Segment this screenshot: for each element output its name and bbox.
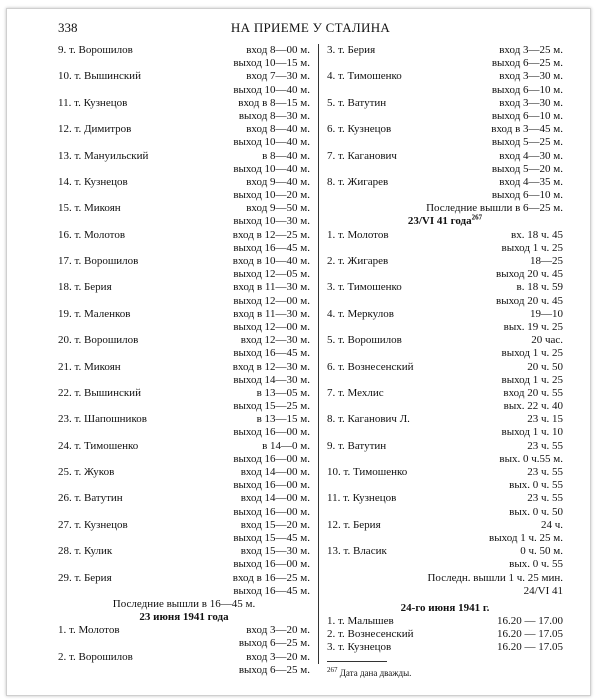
visit-time: выход 1 ч. 25 xyxy=(501,241,563,254)
visit-row xyxy=(327,347,563,360)
visitor-name: 3. т. Кузнецов xyxy=(327,641,392,654)
visit-row xyxy=(58,637,310,650)
visit-row xyxy=(327,519,563,532)
visit-time: вход 4—35 м. xyxy=(499,175,563,188)
visit-time: выход 12—00 м. xyxy=(233,320,310,333)
visit-row xyxy=(327,97,563,110)
visit-row xyxy=(327,440,563,453)
visit-row xyxy=(58,624,310,637)
visit-row xyxy=(327,321,563,334)
visit-time: выход 12—05 м. xyxy=(233,268,310,281)
visit-time: вход 3—30 м. xyxy=(499,70,563,83)
visit-row xyxy=(327,189,563,202)
visit-time: вход 12—30 м. xyxy=(240,334,310,347)
visit-time: выход 15—45 м. xyxy=(233,531,310,544)
visit-row xyxy=(327,641,563,654)
visit-row xyxy=(58,189,310,202)
visit-row xyxy=(58,466,310,479)
visit-row xyxy=(327,466,563,479)
visit-time: выход 10—20 м. xyxy=(233,189,310,202)
visit-row xyxy=(58,202,310,215)
visit-time: вход 8—40 м. xyxy=(246,123,310,136)
visit-row xyxy=(327,255,563,268)
visitor-name: 12. т. Берия xyxy=(327,518,381,531)
visit-row xyxy=(58,97,310,110)
visitor-name: 19. т. Маленков xyxy=(58,307,131,320)
visit-time: выход 16—00 м. xyxy=(233,452,310,465)
visitor-name: 3. т. Берия xyxy=(327,44,376,56)
visit-row xyxy=(58,400,310,413)
visitor-name: 8. т. Жигарев xyxy=(327,175,389,188)
right-column xyxy=(327,44,563,679)
visit-time: выход 1 ч. 25 м. xyxy=(489,531,563,544)
visit-time: выход 16—00 м. xyxy=(233,505,310,518)
visit-time: выход 10—15 м. xyxy=(233,57,310,70)
visit-time: в 14—0 м. xyxy=(262,439,310,452)
visit-row xyxy=(327,268,563,281)
visitor-name: 9. т. Ватутин xyxy=(327,439,387,452)
visit-time: 0 ч. 50 м. xyxy=(520,545,563,558)
visit-row xyxy=(327,400,563,413)
visit-time: вход 15—30 м. xyxy=(240,545,310,558)
visit-row xyxy=(327,413,563,426)
visit-row xyxy=(58,110,310,123)
visit-row xyxy=(58,347,310,360)
visit-list-june-22 xyxy=(58,44,310,598)
visit-row xyxy=(58,453,310,466)
visit-time: 16.20 — 17.05 xyxy=(497,628,563,641)
visit-row xyxy=(58,215,310,228)
visit-row xyxy=(327,453,563,466)
visitor-name: 11. т. Кузнецов xyxy=(327,492,397,505)
visitor-name: 6. т. Вознесенский xyxy=(327,360,414,373)
visit-time: выход 16—00 м. xyxy=(233,558,310,571)
visit-time: выход 12—00 м. xyxy=(233,294,310,307)
date-heading: 23 июня 1941 года xyxy=(139,611,229,624)
visit-time: выход 8—30 м. xyxy=(238,109,310,122)
visitor-name: 1. т. Молотов xyxy=(327,228,389,241)
visit-row xyxy=(58,136,310,149)
visit-time: вход 3—25 м. xyxy=(499,44,563,56)
visit-row xyxy=(327,492,563,505)
visit-row xyxy=(58,440,310,453)
visit-row xyxy=(327,150,563,163)
page-header xyxy=(58,20,563,38)
visit-row xyxy=(327,387,563,400)
visit-time: вход 9—40 м. xyxy=(246,175,310,188)
visit-row xyxy=(58,374,310,387)
closing-note: Последние вышли в 6—25 м. xyxy=(426,202,563,215)
visit-row xyxy=(327,163,563,176)
visit-time: выход 6—25 м. xyxy=(238,663,310,676)
closing-note: Последние вышли в 16—45 м. xyxy=(112,597,256,610)
column-divider xyxy=(318,44,319,664)
visit-row xyxy=(327,334,563,347)
visit-row xyxy=(327,123,563,136)
visitor-name: 9. т. Ворошилов xyxy=(58,44,133,56)
visit-time: выход 5—20 м. xyxy=(491,162,563,175)
visit-time: вход 20 ч. 55 xyxy=(503,386,563,399)
visit-time: 20 час. xyxy=(531,334,563,347)
visit-row xyxy=(58,255,310,268)
visit-time: вход 8—00 м. xyxy=(246,44,310,56)
visit-time: вход 3—20 м. xyxy=(246,650,310,663)
visitor-name: 5. т. Ворошилов xyxy=(327,334,402,347)
visit-row xyxy=(58,519,310,532)
visitor-name: 17. т. Ворошилов xyxy=(58,255,139,267)
visit-time: в 13—15 м. xyxy=(256,413,310,426)
visit-row xyxy=(58,176,310,189)
visit-time: выход 16—00 м. xyxy=(233,426,310,439)
visitor-name: 18. т. Берия xyxy=(58,281,112,294)
visit-time: выход 20 ч. 45 xyxy=(496,294,563,307)
visit-time: вход 15—20 м. xyxy=(240,518,310,531)
visit-row xyxy=(327,545,563,558)
visit-time: в 8—40 м. xyxy=(262,149,310,162)
visit-time: выход 15—25 м. xyxy=(233,400,310,413)
visit-time: вых. 0 ч.55 м. xyxy=(499,452,563,465)
visit-row xyxy=(58,268,310,281)
visitor-name: 21. т. Микоян xyxy=(58,360,121,373)
visit-row xyxy=(58,163,310,176)
visit-row xyxy=(327,361,563,374)
visit-time: вход 3—20 м. xyxy=(246,624,310,637)
visit-row xyxy=(58,123,310,136)
visit-row xyxy=(327,558,563,571)
visitor-name: 11. т. Кузнецов xyxy=(58,96,128,109)
visitor-name: 6. т. Кузнецов xyxy=(327,123,392,136)
visitor-name: 1. т. Малышев xyxy=(327,615,394,628)
visit-time: выход 10—40 м. xyxy=(233,136,310,149)
visit-row xyxy=(327,426,563,439)
visit-row xyxy=(58,281,310,294)
visit-time: выход 1 ч. 10 xyxy=(501,426,563,439)
visit-time: вых. 19 ч. 25 xyxy=(503,320,563,333)
visit-time: вход в 11—30 м. xyxy=(233,307,310,320)
visit-row xyxy=(327,242,563,255)
visitor-name: 24. т. Тимошенко xyxy=(58,439,139,452)
visit-time: в 13—05 м. xyxy=(256,386,310,399)
visit-time: 19—10 xyxy=(530,307,563,320)
visitor-name: 1. т. Молотов xyxy=(58,624,120,637)
visit-time: вход 14—00 м. xyxy=(240,492,310,505)
visit-time: вход в 3—45 м. xyxy=(491,123,563,136)
visit-time: выход 14—30 м. xyxy=(233,373,310,386)
visit-time: вход в 11—30 м. xyxy=(233,281,310,294)
visit-list-june-23-evening xyxy=(327,229,563,572)
visit-time: выход 6—10 м. xyxy=(491,109,563,122)
visit-time: вход 14—00 м. xyxy=(240,466,310,478)
visit-time: выход 1 ч. 25 xyxy=(501,347,563,360)
visit-row xyxy=(58,70,310,83)
date-heading: 23/VI 41 года$^{267}$ xyxy=(407,213,483,228)
visitor-name: 4. т. Тимошенко xyxy=(327,70,402,83)
visitor-name: 29. т. Берия xyxy=(58,571,112,584)
visit-row xyxy=(327,84,563,97)
visit-time: выход 16—00 м. xyxy=(233,479,310,492)
visit-row xyxy=(327,308,563,321)
visit-row xyxy=(58,308,310,321)
visitor-name: 28. т. Кулик xyxy=(58,545,113,558)
visit-row xyxy=(327,229,563,242)
visit-list-june-24 xyxy=(327,615,563,655)
visitor-name: 12. т. Димитров xyxy=(58,123,132,136)
footnote: $^{267}$ Дата дана дважды. xyxy=(327,665,412,678)
visit-time: выход 6—25 м. xyxy=(238,637,310,650)
visit-row xyxy=(58,57,310,70)
visit-row xyxy=(327,374,563,387)
visit-time: 18—25 xyxy=(530,255,563,267)
visit-list-june-23-cont xyxy=(327,44,563,202)
visit-time: вх. 18 ч. 45 xyxy=(511,228,563,241)
visitor-name: 20. т. Ворошилов xyxy=(58,334,139,347)
visit-time: выход 10—30 м. xyxy=(233,215,310,228)
visitor-name: 26. т. Ватутин xyxy=(58,492,123,505)
visit-time: выход 6—25 м. xyxy=(491,57,563,70)
visit-row xyxy=(327,506,563,519)
visit-row xyxy=(58,664,310,677)
visit-row xyxy=(327,176,563,189)
visitor-name: 10. т. Тимошенко xyxy=(327,466,408,478)
visit-time: вход 9—50 м. xyxy=(246,202,310,215)
visit-time: вход в 10—40 м. xyxy=(232,255,310,267)
visit-time: выход 20 ч. 45 xyxy=(496,268,563,281)
visit-time: выход 16—45 м. xyxy=(233,241,310,254)
visit-row xyxy=(58,387,310,400)
visit-row xyxy=(58,44,310,57)
visit-row xyxy=(58,492,310,505)
visit-row xyxy=(327,628,563,641)
visit-row xyxy=(327,70,563,83)
visit-row xyxy=(327,479,563,492)
visit-time: вых. 22 ч. 40 xyxy=(503,400,563,413)
visit-row xyxy=(327,615,563,628)
visit-list-june-23 xyxy=(58,624,310,677)
visit-row xyxy=(58,242,310,255)
visit-row xyxy=(58,572,310,585)
visitor-name: 5. т. Ватутин xyxy=(327,96,387,109)
visit-row xyxy=(58,229,310,242)
page-number: 338 xyxy=(58,20,78,35)
visitor-name: 2. т. Жигарев xyxy=(327,255,389,267)
visit-time: выход 10—40 м. xyxy=(233,83,310,96)
visit-row xyxy=(327,110,563,123)
visit-time: выход 16—45 м. xyxy=(233,584,310,597)
visitor-name: 27. т. Кузнецов xyxy=(58,518,128,531)
visit-time: вход в 8—15 м. xyxy=(238,96,310,109)
visitor-name: 16. т. Молотов xyxy=(58,228,126,241)
visit-time: выход 6—10 м. xyxy=(491,189,563,202)
visit-time: выход 6—10 м. xyxy=(491,83,563,96)
visit-time: выход 1 ч. 25 xyxy=(501,373,563,386)
visit-row xyxy=(58,532,310,545)
visitor-name: 23. т. Шапошников xyxy=(58,413,147,426)
visitor-name: 2. т. Вознесенский xyxy=(327,628,414,641)
visit-time: вых. 0 ч. 55 xyxy=(509,558,563,571)
visit-time: 24 ч. xyxy=(540,518,563,531)
visit-row xyxy=(327,136,563,149)
visit-row xyxy=(327,44,563,57)
visit-time: в. 18 ч. 59 xyxy=(516,281,563,294)
footnote-mark: 267 xyxy=(327,665,338,674)
visit-row xyxy=(327,281,563,294)
visitor-name: 7. т. Каганович xyxy=(327,149,397,162)
visit-row xyxy=(58,295,310,308)
visit-time: 23 ч. 55 xyxy=(527,466,563,478)
visit-row xyxy=(58,413,310,426)
visitor-name: 14. т. Кузнецов xyxy=(58,175,128,188)
visit-time: 23 ч. 15 xyxy=(527,413,563,426)
visit-time: вых. 0 ч. 50 xyxy=(509,505,563,518)
visit-time: 16.20 — 17.00 xyxy=(497,615,563,628)
visit-row xyxy=(58,426,310,439)
visit-row xyxy=(58,545,310,558)
visitor-name: 13. т. Власик xyxy=(327,545,387,558)
visitor-name: 22. т. Вышинский xyxy=(58,386,141,399)
visit-time: вход в 12—30 м. xyxy=(232,360,310,373)
visit-time: 23 ч. 55 xyxy=(527,492,563,505)
visitor-name: 10. т. Вышинский xyxy=(58,70,141,83)
visit-time: 20 ч. 50 xyxy=(527,360,563,373)
running-title: НА ПРИЕМЕ У СТАЛИНА xyxy=(230,20,391,35)
footnote-rule xyxy=(327,661,387,662)
visit-row xyxy=(58,506,310,519)
visitor-name: 13. т. Мануильский xyxy=(58,149,149,162)
footnote-mark: 267 xyxy=(471,213,483,222)
visit-row xyxy=(58,558,310,571)
visit-row xyxy=(58,150,310,163)
visit-time: выход 16—45 м. xyxy=(233,347,310,360)
visitor-name: 8. т. Каганович Л. xyxy=(327,413,410,426)
visit-row xyxy=(58,321,310,334)
visitor-name: 4. т. Меркулов xyxy=(327,307,394,320)
visit-time: вход в 16—25 м. xyxy=(232,571,310,584)
visit-time: вход 7—30 м. xyxy=(246,70,310,83)
visitor-name: 25. т. Жуков xyxy=(58,466,115,478)
visit-time: выход 5—25 м. xyxy=(491,136,563,149)
visit-row xyxy=(327,295,563,308)
date-heading: 24-го июня 1941 г. xyxy=(400,601,490,614)
visit-row xyxy=(327,532,563,545)
visit-time: вход 3—30 м. xyxy=(499,96,563,109)
visit-time: вых. 0 ч. 55 xyxy=(509,479,563,492)
visitor-name: 15. т. Микоян xyxy=(58,202,121,215)
visit-row xyxy=(58,585,310,598)
visitor-name: 3. т. Тимошенко xyxy=(327,281,402,294)
visit-time: 16.20 — 17.05 xyxy=(497,641,563,654)
visitor-name: 2. т. Ворошилов xyxy=(58,650,133,663)
visit-time: 23 ч. 55 xyxy=(527,439,563,452)
visit-time: вход 4—30 м. xyxy=(499,149,563,162)
visit-time: вход в 12—25 м. xyxy=(232,228,310,241)
visitor-name: 7. т. Мехлис xyxy=(327,386,384,399)
closing-note: Последн. вышли 1 ч. 25 мин. xyxy=(427,571,563,584)
visit-row xyxy=(58,334,310,347)
visit-row xyxy=(58,651,310,664)
left-column xyxy=(58,44,310,677)
visit-time: выход 10—40 м. xyxy=(233,162,310,175)
visit-row xyxy=(327,57,563,70)
closing-date: 24/VI 41 xyxy=(523,584,563,597)
visit-row xyxy=(58,84,310,97)
visit-row xyxy=(58,479,310,492)
visit-row xyxy=(58,361,310,374)
